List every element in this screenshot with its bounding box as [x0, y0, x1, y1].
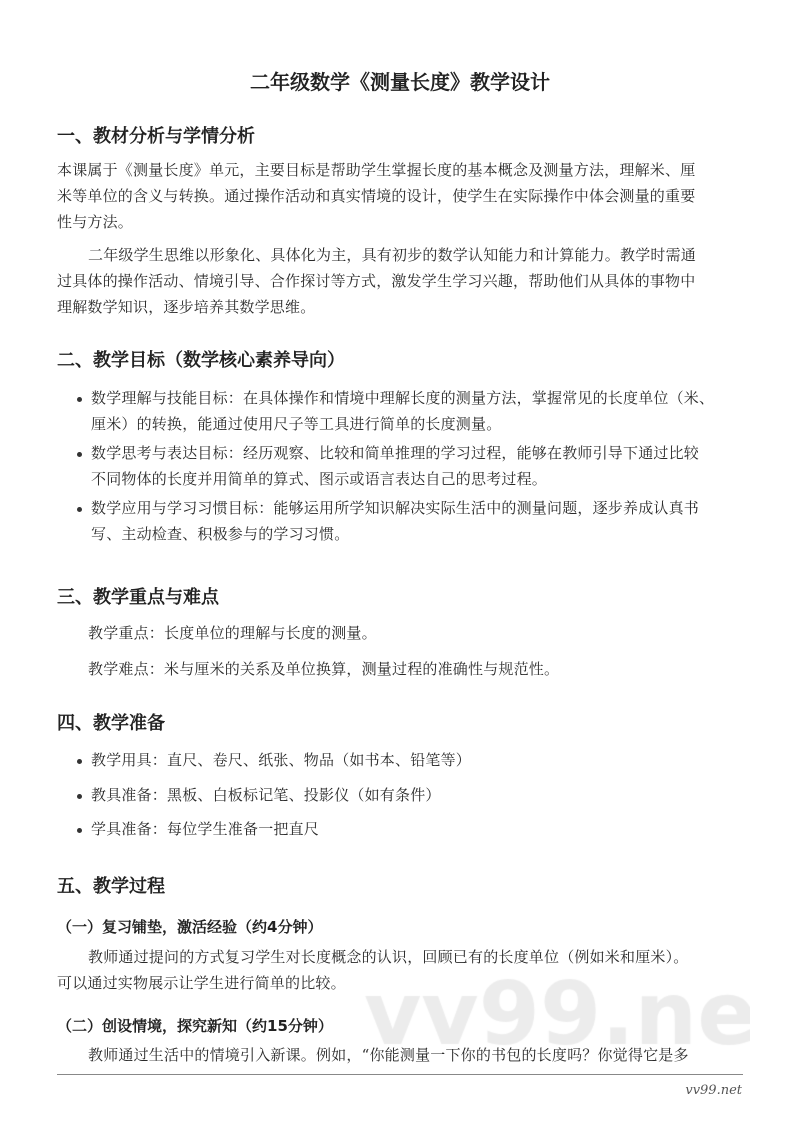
- subsection-heading-2: （二）创设情境，探究新知（约15分钟）: [57, 1017, 333, 1035]
- list-item-line: 数学应用与学习习惯目标：能够运用所学知识解决实际生活中的测量问题，逐步养成认真书: [91, 499, 700, 517]
- list-item: 教具准备：黑板、白板标记笔、投影仪（如有条件）: [91, 786, 441, 804]
- bullet-icon: [77, 397, 82, 402]
- paragraph-line: 过具体的操作活动、情境引导、合作探讨等方式，激发学生学习兴趣，帮助他们从具体的事物中: [57, 272, 696, 290]
- difficulty-point: 教学难点：米与厘米的关系及单位换算，测量过程的准确性与规范性。: [88, 660, 560, 678]
- paragraph-line: 本课属于《测量长度》单元，主要目标是帮助学生掌握长度的基本概念及测量方法，理解米、厘: [57, 161, 696, 179]
- subsection-heading-1: （一）复习铺垫，激活经验（约4分钟）: [57, 918, 323, 936]
- paragraph-line: 米等单位的含义与转换。通过操作活动和真实情境的设计，使学生在实际操作中体会测量的重要: [57, 187, 696, 205]
- list-item-line: 数学理解与技能目标：在具体操作和情境中理解长度的测量方法，掌握常见的长度单位（米、: [91, 389, 715, 407]
- list-item-line: 数学思考与表达目标：经历观察、比较和简单推理的学习过程，能够在教师引导下通过比较: [91, 444, 700, 462]
- section-heading-1: 一、教材分析与学情分析: [57, 126, 255, 147]
- bullet-icon: [77, 507, 82, 512]
- bullet-icon: [77, 452, 82, 457]
- paragraph-line: 教师通过提问的方式复习学生对长度概念的认识，回顾已有的长度单位（例如米和厘米）。: [88, 948, 689, 966]
- list-item: 教学用具：直尺、卷尺、纸张、物品（如书本、铅笔等）: [91, 751, 472, 769]
- key-point: 教学重点：长度单位的理解与长度的测量。: [88, 624, 377, 642]
- bullet-icon: [77, 828, 82, 833]
- section-heading-3: 三、教学重点与难点: [57, 587, 219, 608]
- footer-divider: [57, 1074, 743, 1075]
- section-heading-4: 四、教学准备: [57, 713, 165, 734]
- paragraph-line: 理解数学知识，逐步培养其数学思维。: [57, 298, 316, 316]
- bullet-icon: [77, 759, 82, 764]
- bullet-icon: [77, 794, 82, 799]
- paragraph-line: 教师通过生活中的情境引入新课。例如，“你能测量一下你的书包的长度吗？你觉得它是多: [88, 1046, 689, 1064]
- paragraph-line: 可以通过实物展示让学生进行简单的比较。: [57, 974, 346, 992]
- paragraph-line: 性与方法。: [57, 213, 134, 231]
- document-title: 二年级数学《测量长度》教学设计: [250, 70, 550, 94]
- list-item: 学具准备：每位学生准备一把直尺: [91, 820, 320, 838]
- list-item-line: 厘米）的转换，能通过使用尺子等工具进行简单的长度测量。: [91, 415, 502, 433]
- paragraph-line: 二年级学生思维以形象化、具体化为主，具有初步的数学认知能力和计算能力。教学时需通: [88, 246, 697, 264]
- section-heading-5: 五、教学过程: [57, 876, 165, 897]
- list-item-line: 写、主动检查、积极参与的学习习惯。: [91, 525, 350, 543]
- footer-site: vv99.net: [685, 1083, 742, 1098]
- list-item-line: 不同物体的长度并用简单的算式、图示或语言表达自己的思考过程。: [91, 470, 548, 488]
- section-heading-2: 二、教学目标（数学核心素养导向）: [57, 350, 345, 371]
